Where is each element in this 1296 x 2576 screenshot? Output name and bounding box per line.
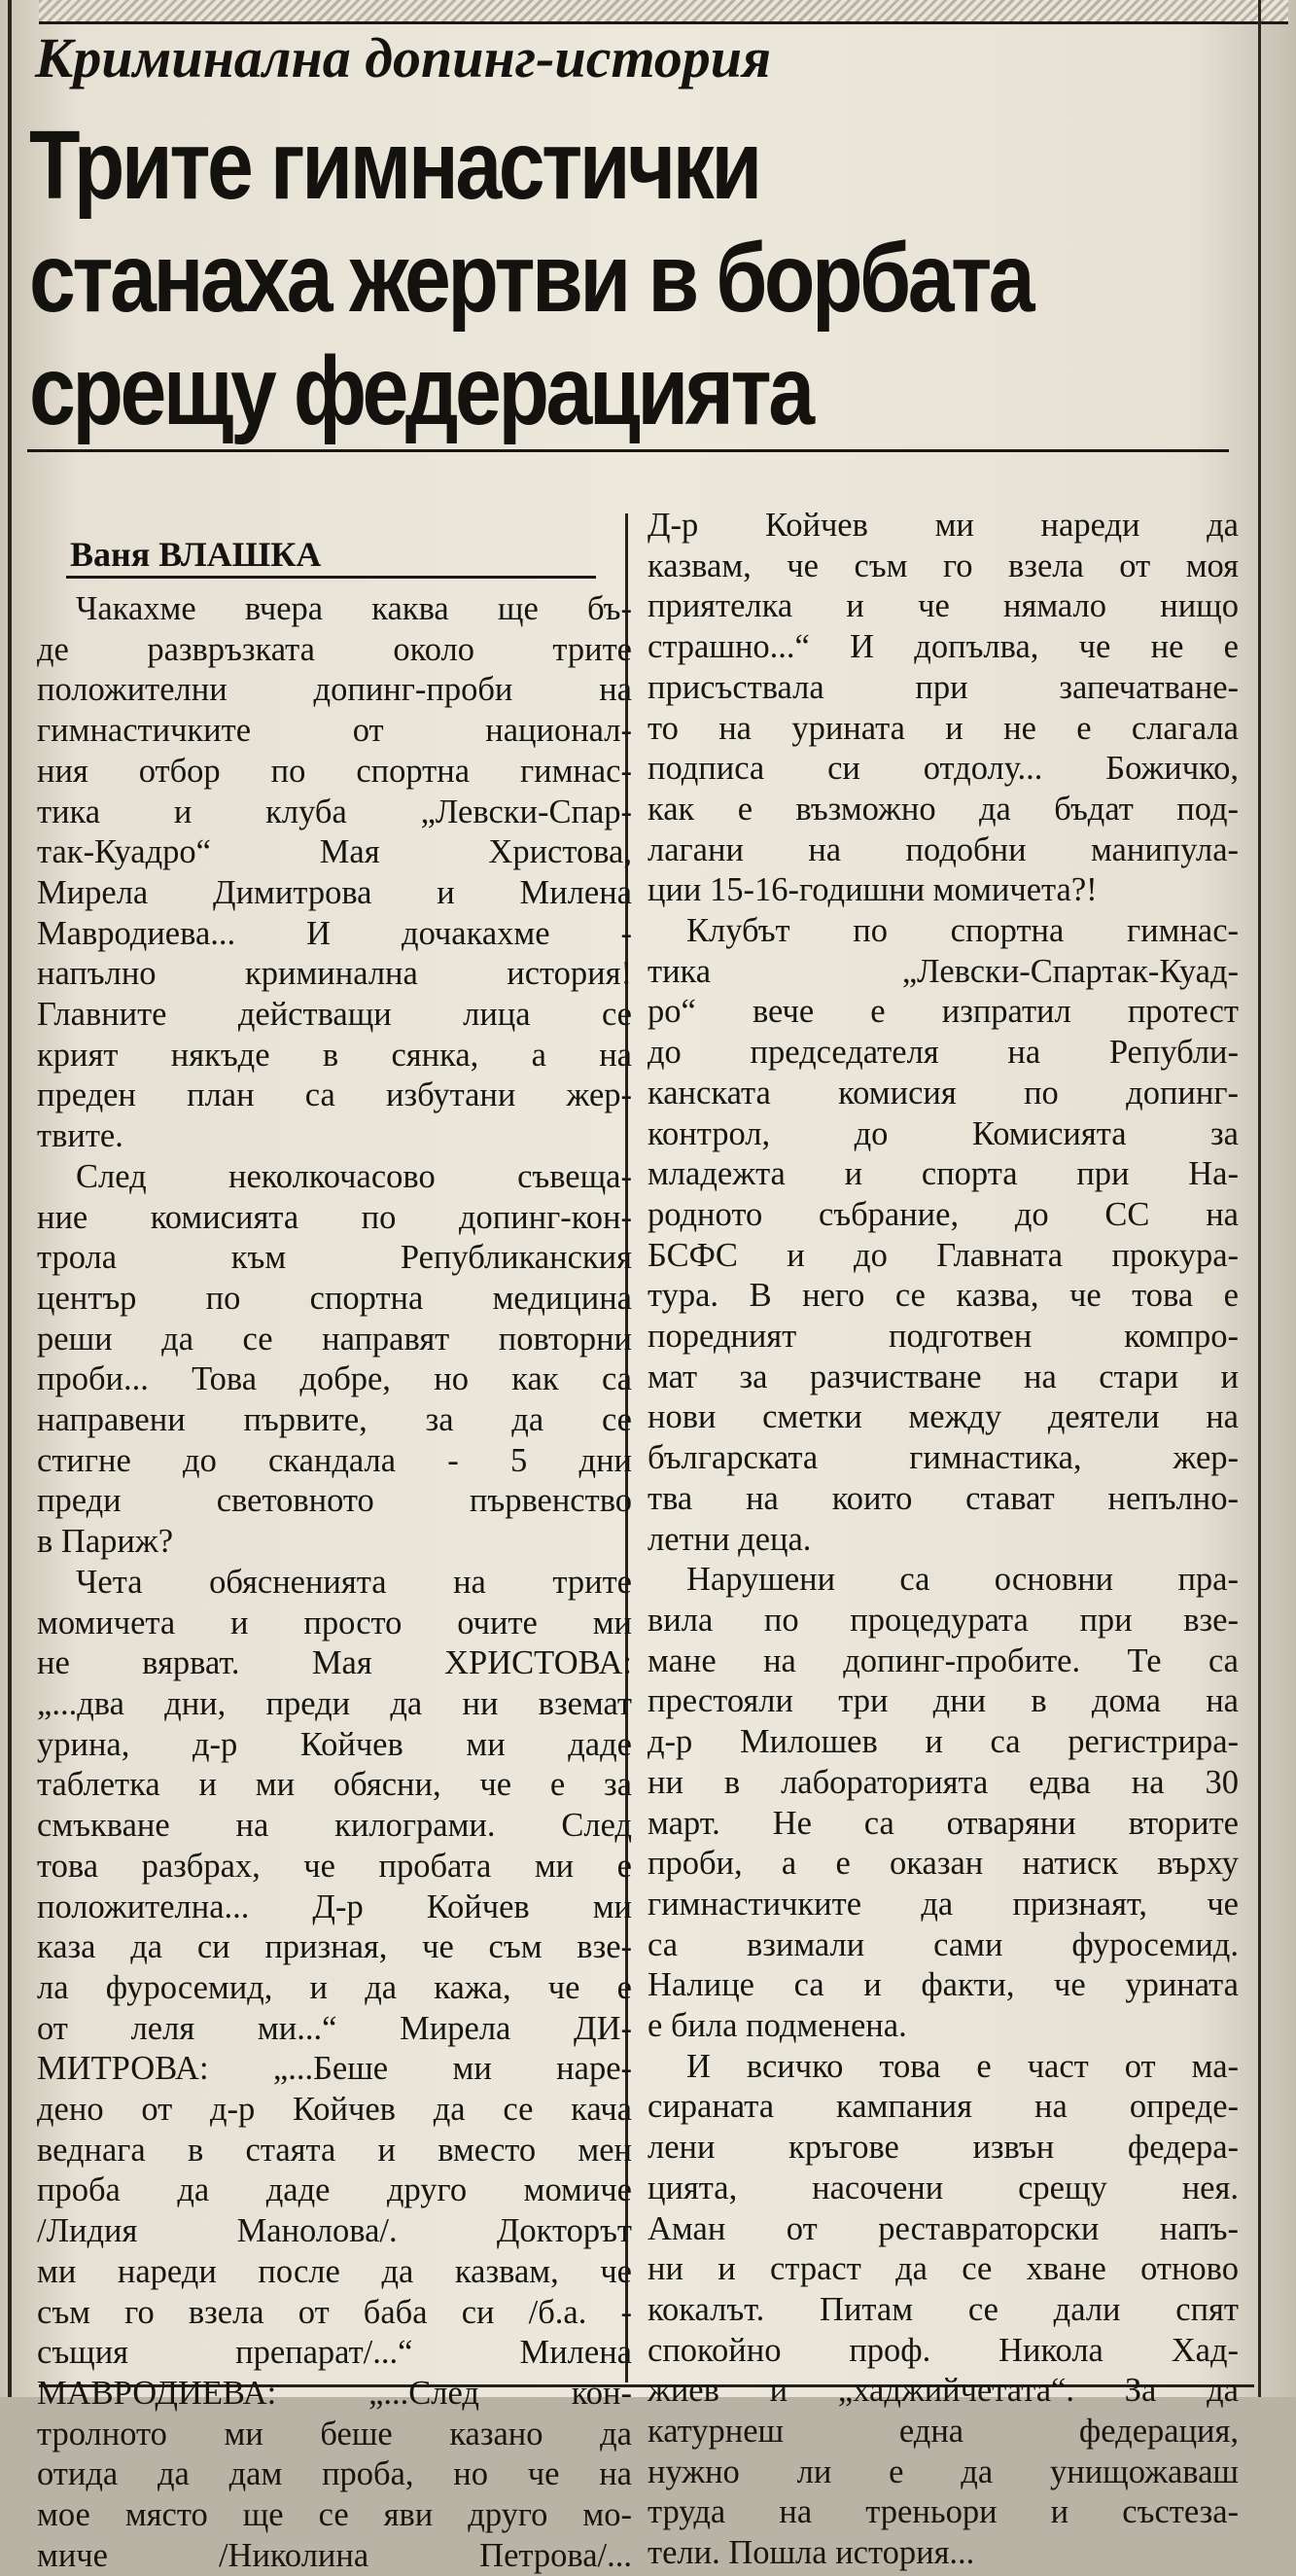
text-line: преден план са избутани жер- bbox=[37, 1076, 632, 1114]
text-line: до председателя на Републи- bbox=[648, 1034, 1239, 1072]
text-line: това разбрах, че пробата ми е bbox=[37, 1847, 632, 1885]
text-line: проба да даде друго момиче bbox=[37, 2171, 632, 2209]
body-column-left bbox=[37, 589, 632, 2576]
left-frame-line bbox=[8, 0, 12, 2397]
text-line: преди световното първенство bbox=[37, 1482, 632, 1520]
text-line: март. Не са отваряни вторите bbox=[648, 1804, 1239, 1842]
text-line: Налице са и факти, че урината bbox=[648, 1966, 1239, 2004]
text-line: де развръзката около трите bbox=[37, 630, 632, 668]
byline: Ваня ВЛАШКА bbox=[70, 535, 322, 574]
text-line: ции 15-16-годишни момичета?! bbox=[648, 871, 1098, 909]
text-line: тура. В него се казва, че това е bbox=[648, 1277, 1239, 1315]
text-line: тика „Левски-Спартак-Куад- bbox=[648, 952, 1239, 990]
text-line: ния отбор по спортна гимнас- bbox=[37, 752, 632, 790]
text-line: трола към Републиканския bbox=[37, 1239, 632, 1277]
text-line: от леля ми...“ Мирела ДИ- bbox=[37, 2009, 632, 2047]
text-line: тва на които стават непълно- bbox=[648, 1479, 1239, 1517]
text-line: д-р Милошев и са регистрира- bbox=[648, 1723, 1239, 1761]
text-line: ро“ вече е изпратил протест bbox=[648, 993, 1239, 1031]
text-line: е била подменена. bbox=[648, 2007, 907, 2045]
article-headline bbox=[29, 109, 1083, 447]
text-line: Мавродиева... И дочакахме - bbox=[37, 914, 632, 952]
text-line: тика и клуба „Левски-Спар- bbox=[37, 793, 632, 830]
text-line: напълно криминална история! bbox=[37, 955, 632, 993]
text-line: реши да се направят повторни bbox=[37, 1320, 632, 1358]
text-line: как е възможно да бъдат под- bbox=[648, 790, 1239, 828]
headline-rule bbox=[27, 449, 1229, 452]
text-line: крият някъде в сянка, а на bbox=[37, 1036, 632, 1074]
text-line: мое място ще се яви друго мо- bbox=[37, 2496, 632, 2534]
text-line: гимнастичките от национал- bbox=[37, 712, 632, 750]
text-line: Аман от реставраторски напъ- bbox=[648, 2209, 1239, 2247]
right-frame-line bbox=[1258, 0, 1261, 2397]
text-line: ми нареди после да казвам, че bbox=[37, 2252, 632, 2290]
text-line: цията, насочени срещу нея. bbox=[648, 2169, 1239, 2206]
text-line: страшно...“ И допълва, че не е bbox=[648, 628, 1239, 666]
text-line: спокойно проф. Никола Хад- bbox=[648, 2331, 1239, 2369]
text-line: Д-р Койчев ми нареди да bbox=[648, 507, 1239, 544]
text-line: същия препарат/...“ Милена bbox=[37, 2334, 632, 2372]
text-line: гимнастичките да признаят, че bbox=[648, 1885, 1239, 1923]
text-line: дено от д-р Койчев да се кача bbox=[37, 2091, 632, 2129]
headline-line: Трите гимнастички bbox=[29, 111, 759, 220]
text-line: БСФС и до Главната прокура- bbox=[648, 1236, 1239, 1274]
text-line: труда на треньори и състеза- bbox=[648, 2493, 1239, 2531]
text-line: младежта и спорта при На- bbox=[648, 1155, 1239, 1193]
text-line: Главните действащи лица се bbox=[37, 996, 632, 1034]
text-line: След неколкочасово съвеща- bbox=[76, 1157, 632, 1195]
text-line: мат за разчистване на стари и bbox=[648, 1358, 1239, 1395]
text-line: Клубът по спортна гимнас- bbox=[686, 912, 1239, 950]
text-line: са взимали сами фуросемид. bbox=[648, 1925, 1239, 1963]
text-line: проби... Това добре, но как са bbox=[37, 1360, 632, 1398]
text-line: каза да си призная, че съм взе- bbox=[37, 1928, 632, 1966]
text-line: не вярват. Мая ХРИСТОВА: bbox=[37, 1644, 632, 1682]
body-column-right bbox=[648, 506, 1239, 2574]
text-line: положителна... Д-р Койчев ми bbox=[37, 1888, 632, 1925]
byline-rule bbox=[66, 576, 596, 579]
text-line: отида да дам проба, но че на bbox=[37, 2455, 632, 2493]
text-line: тролното ми беше казано да bbox=[37, 2415, 632, 2452]
text-line: проби, а е оказан натиск върху bbox=[648, 1845, 1239, 1883]
text-line: родното събрание, до СС на bbox=[648, 1195, 1239, 1233]
text-line: българската гимнастика, жер- bbox=[648, 1439, 1239, 1477]
text-line: лени кръгове извън федера- bbox=[648, 2129, 1239, 2167]
text-line: твите. bbox=[37, 1117, 123, 1155]
text-line: тели. Пошла история... bbox=[648, 2534, 975, 2572]
text-line: миче /Николина Петрова/... bbox=[37, 2536, 632, 2574]
text-line: веднага в стаята и вместо мен bbox=[37, 2131, 632, 2169]
text-line: то на урината и не е слагала bbox=[648, 709, 1239, 747]
text-line: таблетка и ми обясни, че е за bbox=[37, 1766, 632, 1804]
text-line: стигне до скандала - 5 дни bbox=[37, 1441, 632, 1479]
text-line: жиев и „хаджийчетата“. За да bbox=[648, 2372, 1239, 2410]
text-line: Чакахме вчера каква ще бъ- bbox=[76, 590, 632, 627]
text-line: в Париж? bbox=[37, 1523, 174, 1561]
text-line: ни и страст да се хване отново bbox=[648, 2250, 1239, 2288]
text-line: нужно ли е да унищожаваш bbox=[648, 2452, 1239, 2490]
text-line: престояли три дни в дома на bbox=[648, 1682, 1239, 1720]
article-kicker: Криминална допинг-история bbox=[35, 26, 771, 89]
text-line: ла фуросемид, и да кажа, че е bbox=[37, 1968, 632, 2006]
text-line: урина, д-р Койчев ми даде bbox=[37, 1725, 632, 1763]
text-line: център по спортна медицина bbox=[37, 1279, 632, 1317]
text-line: мане на допинг-пробите. Те са bbox=[648, 1641, 1239, 1679]
headline-line: станаха жертви в борбата bbox=[29, 224, 1033, 333]
top-border-strip bbox=[39, 0, 1288, 24]
text-line: казвам, че съм го взела от моя bbox=[648, 547, 1239, 584]
text-line: летни деца. bbox=[648, 1520, 812, 1558]
text-line: Нарушени са основни пра- bbox=[686, 1561, 1239, 1599]
text-line: съм го взела от баба си /б.а. - bbox=[37, 2293, 632, 2331]
text-line: катурнеш една федерация, bbox=[648, 2413, 1239, 2451]
text-line: кокалът. Питам се дали спят bbox=[648, 2290, 1239, 2328]
text-line: сираната кампания на опреде- bbox=[648, 2088, 1239, 2126]
text-line: И всичко това е част от ма- bbox=[686, 2047, 1239, 2085]
headline-line: срещу федерацията bbox=[29, 336, 812, 445]
text-line: „...два дни, преди да ни вземат bbox=[37, 1684, 632, 1722]
text-line: канската комисия по допинг- bbox=[648, 1074, 1239, 1112]
text-line: контрол, до Комисията за bbox=[648, 1114, 1239, 1152]
text-line: подписа си отдолу... Божичко, bbox=[648, 750, 1239, 788]
text-line: вила по процедурата при взе- bbox=[648, 1601, 1239, 1639]
text-line: смъкване на килограми. След bbox=[37, 1807, 632, 1845]
text-line: Мирела Димитрова и Милена bbox=[37, 873, 632, 911]
text-line: Чета обясненията на трите bbox=[76, 1563, 632, 1601]
text-line: ние комисията по допинг-кон- bbox=[37, 1198, 632, 1236]
text-line: приятелка и че нямало нищо bbox=[648, 587, 1239, 625]
text-line: поредният подготвен компро- bbox=[648, 1318, 1239, 1356]
text-line: МИТРОВА: „...Беше ми наре- bbox=[37, 2050, 632, 2088]
text-line: положителни допинг-проби на bbox=[37, 671, 632, 709]
text-line: присъствала при запечатване- bbox=[648, 668, 1239, 706]
text-line: так-Куадро“ Мая Христова, bbox=[37, 833, 632, 871]
text-line: /Лидия Манолова/. Докторът bbox=[37, 2212, 632, 2250]
text-line: лагани на подобни манипула- bbox=[648, 830, 1239, 868]
text-line: момичета и просто очите ми bbox=[37, 1604, 632, 1641]
text-line: направени първите, за да се bbox=[37, 1401, 632, 1439]
text-line: ни в лабораторията едва на 30 bbox=[648, 1763, 1239, 1801]
text-line: нови сметки между деятели на bbox=[648, 1398, 1239, 1436]
text-line: МАВРОДИЕВА: „...След кон- bbox=[37, 2374, 632, 2412]
